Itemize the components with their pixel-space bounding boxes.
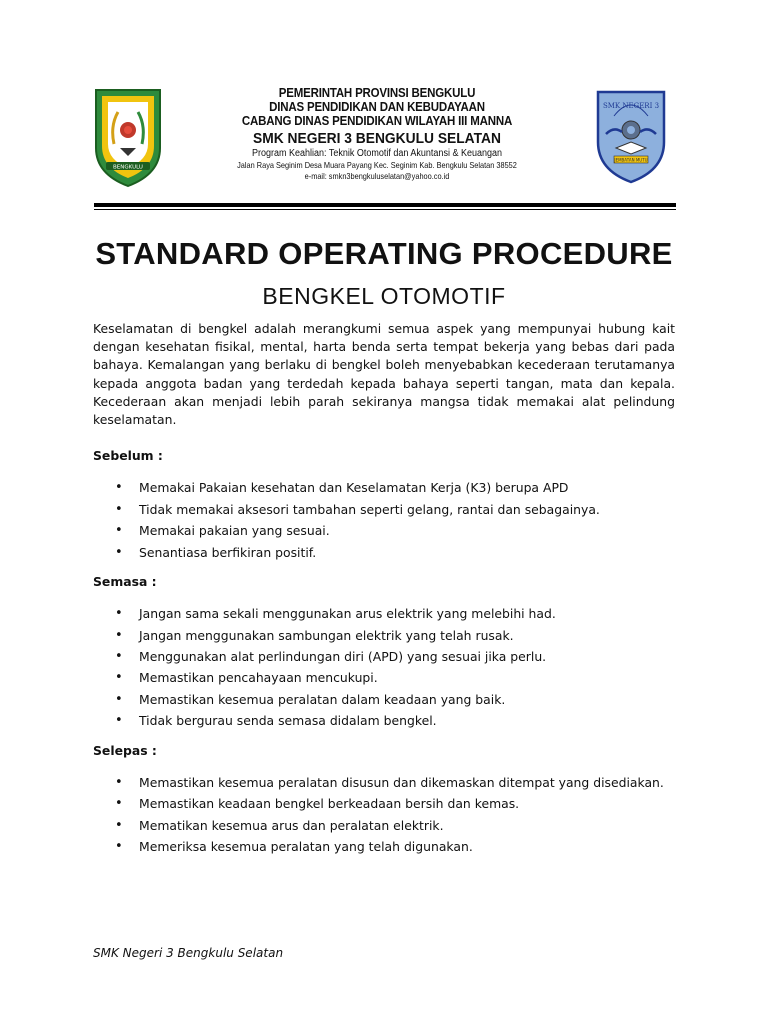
document-body — [93, 320, 675, 858]
bengkulu-province-logo — [92, 86, 164, 188]
list-item: • Jangan sama sekali menggunakan arus elektrik yang melebihi had. — [93, 603, 675, 624]
letterhead — [175, 86, 579, 182]
list-item: • Memeriksa kesemua peralatan yang telah digunakan. — [93, 836, 675, 857]
list-item: • Jangan menggunakan sambungan elektrik yang telah rusak. — [93, 625, 675, 646]
section-heading-semasa: Semasa : — [93, 574, 157, 590]
list-item: • Memastikan pencahayaan mencukupi. — [93, 667, 675, 688]
list-sebelum — [93, 477, 675, 563]
list-item: • Tidak memakai aksesori tambahan seperti gelang, rantai dan sebagainya. — [93, 499, 675, 520]
bullet-icon: • — [115, 796, 123, 812]
section-heading-selepas: Selepas : — [93, 742, 157, 758]
list-selepas — [93, 772, 675, 858]
smk-negeri-3-logo — [592, 86, 670, 184]
intro-paragraph: Keselamatan di bengkel adalah merangkumi semua aspek yang mempunyai hubung kait dengan kesehatan fisikal, mental, harta benda serta tempat bekerja yang bebas dari pada bahaya. Kemalangan yang berlaku di bengkel boleh menyebabkan kecederaan terutamanya kepada anggota badan yang terdedah kepada bahaya seperti tangan, mata dan kepala. Kecederaan akan menjadi lebih parah sekiranya mangsa tidak memakai alat pelindung keselamatan. — [93, 321, 675, 428]
program-text: Program Keahlian: Teknik Otomotif dan Akuntansi & Keuangan — [251, 148, 502, 159]
list-item: • Memakai Pakaian kesehatan dan Keselamatan Kerja (K3) berupa APD — [93, 477, 675, 498]
letterhead-rule-thick — [94, 203, 676, 207]
list-item: • Mematikan kesemua arus dan peralatan elektrik. — [93, 815, 675, 836]
bullet-icon: • — [115, 523, 123, 539]
list-item: • Memastikan keadaan bengkel berkeadaan bersih dan kemas. — [93, 793, 675, 814]
bullet-icon: • — [115, 649, 123, 665]
bullet-icon: • — [115, 670, 123, 686]
page-footer: SMK Negeri 3 Bengkulu Selatan — [93, 946, 284, 960]
school-name: SMK NEGERI 3 BENGKULU SELATAN — [253, 130, 501, 147]
list-item: • Memastikan kesemua peralatan disusun dan dikemaskan ditempat yang disediakan. — [93, 772, 675, 793]
list-item: • Senantiasa berfikiran positif. — [93, 542, 675, 563]
bullet-icon: • — [115, 606, 123, 622]
address-text: Jalan Raya Seginim Desa Muara Payang Kec. Seginim Kab. Bengkulu Selatan 38552 — [237, 161, 517, 170]
document-title: STANDARD OPERATING PROCEDURE — [95, 236, 673, 271]
left-logo-text: BENGKULU — [113, 164, 143, 171]
letterhead-rule-thin — [94, 209, 676, 210]
bullet-icon: • — [115, 544, 123, 560]
list-item: • Menggunakan alat perlindungan diri (APD) yang sesuai jika perlu. — [93, 646, 675, 667]
list-semasa — [93, 603, 675, 731]
right-logo-ribbon: JEMBATAN MUTU — [614, 157, 648, 163]
bullet-icon: • — [115, 817, 123, 833]
bullet-icon: • — [115, 839, 123, 855]
letterhead-line-1: PEMERINTAH PROVINSI BENGKULU — [278, 86, 476, 100]
document-subtitle: BENGKEL OTOMOTIF — [262, 283, 506, 309]
list-item: • Memastikan kesemua peralatan dalam keadaan yang baik. — [93, 689, 675, 710]
list-item: • Memakai pakaian yang sesuai. — [93, 520, 675, 541]
right-logo-text: SMK NEGERI 3 — [602, 102, 660, 110]
email-text: e-mail: smkn3bengkuluselatan@yahoo.co.id — [304, 172, 450, 181]
letterhead-line-2: DINAS PENDIDIKAN DAN KEBUDAYAAN — [269, 100, 485, 114]
bullet-icon: • — [115, 774, 123, 790]
section-heading-sebelum: Sebelum : — [93, 448, 163, 464]
bullet-icon: • — [115, 691, 123, 707]
bullet-icon: • — [115, 501, 123, 517]
bullet-icon: • — [115, 713, 123, 729]
bullet-icon: • — [115, 627, 123, 643]
list-item: • Tidak bergurau senda semasa didalam bengkel. — [93, 710, 675, 731]
letterhead-line-3: CABANG DINAS PENDIDIKAN WILAYAH III MANNA — [241, 114, 513, 128]
bullet-icon: • — [115, 480, 123, 496]
